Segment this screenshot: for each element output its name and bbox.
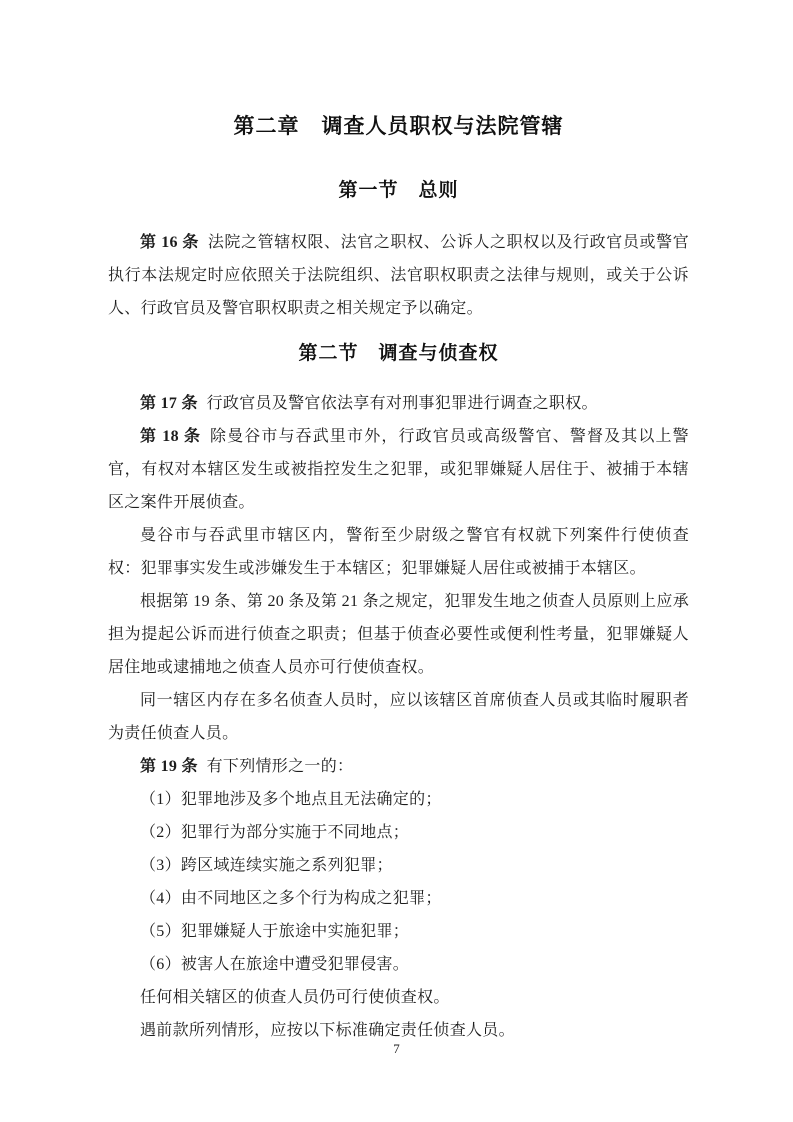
article-18-label: 第 18 条 xyxy=(140,428,202,445)
article-18-text: 除曼谷市与吞武里市外，行政官员或高级警官、警督及其以上警官，有权对本辖区发生或被指控发生之犯罪，或犯罪嫌疑人居住于、被捕于本辖区之案件开展侦查。 xyxy=(108,428,689,511)
section-2-title: 第二节 调查与侦查权 xyxy=(298,343,499,364)
chapter-title: 第二章 调查人员职权与法院管辖 xyxy=(233,115,564,138)
article-18-paragraph-3: 根据第 19 条、第 20 条及第 21 条之规定，犯罪发生地之侦查人员原则上应承担为提起公诉而进行侦查之职责；但基于侦查必要性或便利性考量，犯罪嫌疑人居住地或逮捕地之侦查人员亦可行使侦查权。 xyxy=(108,593,689,676)
list-item: （5）犯罪嫌疑人于旅途中实施犯罪； xyxy=(140,923,410,940)
page-content xyxy=(108,112,689,1047)
article-19-paragraph-3: 遇前款所列情形，应按以下标准确定责任侦查人员。 xyxy=(140,1022,515,1039)
section-1-title: 第一节 总则 xyxy=(338,180,459,201)
list-item: （2）犯罪行为部分实施于不同地点； xyxy=(140,824,410,841)
article-17-label: 第 17 条 xyxy=(140,395,198,412)
article-16-paragraph xyxy=(108,226,689,325)
article-18-paragraph xyxy=(108,420,689,519)
article-17-text: 行政官员及警官依法享有对刑事犯罪进行调查之职权。 xyxy=(206,395,598,412)
article-16-label: 第 16 条 xyxy=(140,234,200,251)
article-19-label: 第 19 条 xyxy=(140,758,198,775)
list-item: （3）跨区域连续实施之系列犯罪； xyxy=(140,857,393,874)
article-18-paragraph-2: 曼谷市与吞武里市辖区内，警衔至少尉级之警官有权就下列案件行使侦查权：犯罪事实发生或涉嫌发生于本辖区；犯罪嫌疑人居住或被捕于本辖区。 xyxy=(108,527,689,577)
article-16-text: 法院之管辖权限、法官之职权、公诉人之职权以及行政官员或警官执行本法规定时应依照关于法院组织、法官职权职责之法律与规则，或关于公诉人、行政官员及警官职权职责之相关规定予以确定。 xyxy=(108,234,689,317)
page-number: 7 xyxy=(393,1041,400,1056)
list-item: （1）犯罪地涉及多个地点且无法确定的； xyxy=(140,791,442,808)
article-19-paragraph-2: 任何相关辖区的侦查人员仍可行使侦查权。 xyxy=(140,989,450,1006)
list-item: （6）被害人在旅途中遭受犯罪侵害。 xyxy=(140,956,410,973)
article-18-paragraph-4: 同一辖区内存在多名侦查人员时，应以该辖区首席侦查人员或其临时履职者为责任侦查人员。 xyxy=(108,692,689,742)
article-17-paragraph xyxy=(108,387,689,420)
list-item: （4）由不同地区之多个行为构成之犯罪； xyxy=(140,890,442,907)
article-19-paragraph xyxy=(108,750,689,783)
article-19-text: 有下列情形之一的： xyxy=(206,758,354,775)
